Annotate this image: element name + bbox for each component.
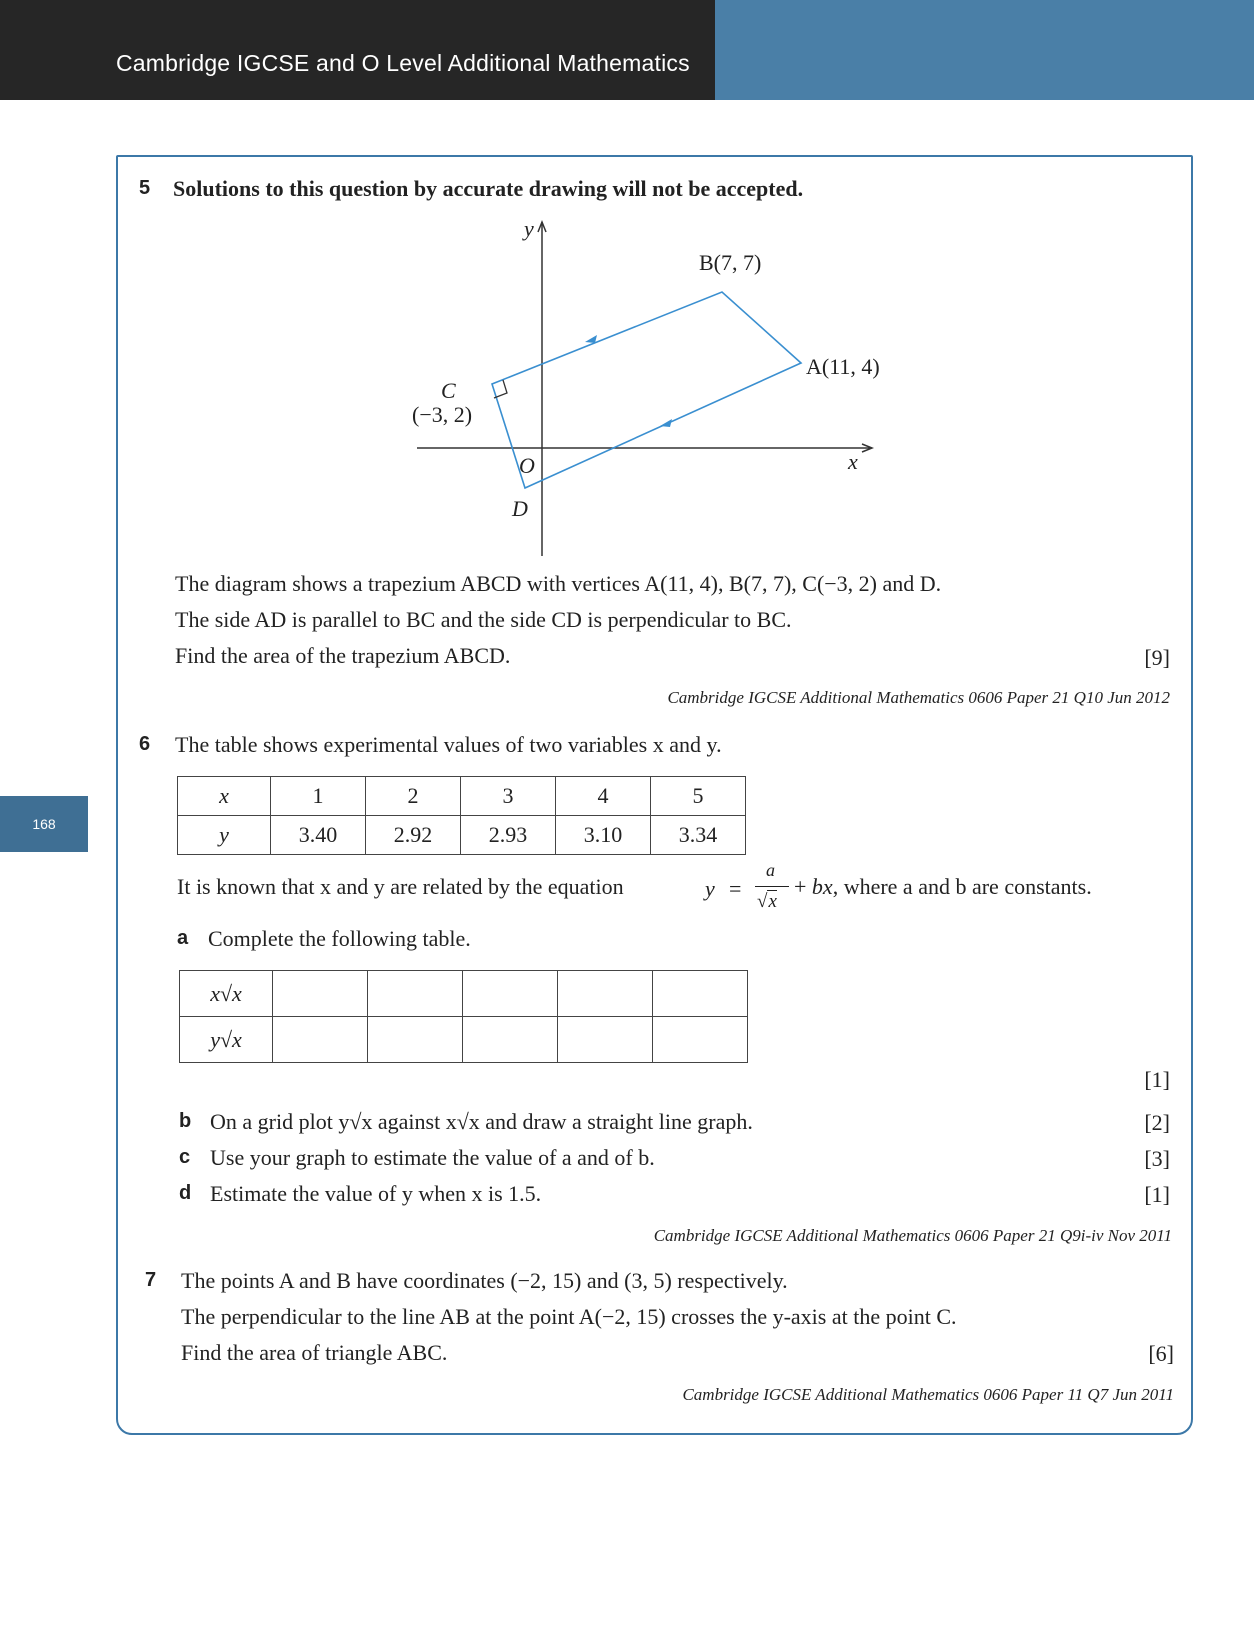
answer-cell[interactable] <box>558 1017 653 1063</box>
trapezium-diagram <box>0 0 1254 600</box>
q7-line3: Find the area of triangle ABC. <box>181 1340 448 1365</box>
x-value: 1 <box>271 777 366 816</box>
answer-cell[interactable] <box>653 1017 748 1063</box>
book-title: Cambridge IGCSE and O Level Additional Mathematics <box>116 50 690 76</box>
q6-marks-c: [3] <box>1144 1146 1170 1171</box>
q6-marks-d: [1] <box>1144 1182 1170 1207</box>
answer-cell[interactable] <box>273 1017 368 1063</box>
x-axis-label: x <box>848 449 858 474</box>
y-value: 3.40 <box>271 816 366 855</box>
q5-line3: Find the area of the trapezium ABCD. <box>175 643 511 668</box>
y-axis-label: y <box>524 216 534 241</box>
relation-equation: y = a √x <box>705 858 795 918</box>
parallel-arrow-bc <box>585 335 597 343</box>
q6-part-c-label: c <box>179 1146 191 1168</box>
answer-cell[interactable] <box>273 971 368 1017</box>
row2-label: y√x <box>180 1017 273 1063</box>
origin-label: O <box>519 453 535 478</box>
q6-intro: The table shows experimental values of two variables x and y. <box>175 732 722 757</box>
answer-cell[interactable] <box>653 971 748 1017</box>
q7-number: 7 <box>145 1269 157 1291</box>
x-value: 5 <box>651 777 746 816</box>
answer-cell[interactable] <box>368 1017 463 1063</box>
q7-marks: [6] <box>1148 1341 1174 1366</box>
q6-part-a-label: a <box>177 927 189 949</box>
q6-part-c: Use your graph to estimate the value of a and of b. <box>210 1145 655 1170</box>
q5-instruction: Solutions to this question by accurate drawing will not be accepted. <box>173 176 804 201</box>
table-row <box>178 816 746 855</box>
row1-label: x√x <box>180 971 273 1017</box>
y-value: 3.10 <box>556 816 651 855</box>
relation-tail-group: + bx, where a and b are constants. <box>794 874 1092 899</box>
q5-source: Cambridge IGCSE Additional Mathematics 0606 Paper 21 Q10 Jun 2012 <box>667 688 1170 707</box>
y-value: 3.34 <box>651 816 746 855</box>
q6-part-b: On a grid plot y√x against x√x and draw a straight line graph. <box>210 1109 753 1134</box>
q7-line2: The perpendicular to the line AB at the point A(−2, 15) crosses the y-axis at the point C. <box>181 1304 957 1329</box>
trapezium-abcd <box>492 292 801 488</box>
vertex-c-coords: (−3, 2) <box>412 402 473 427</box>
parallel-arrow-ad <box>660 419 672 427</box>
q5-line2: The side AD is parallel to BC and the side CD is perpendicular to BC. <box>175 607 792 632</box>
answer-cell[interactable] <box>558 971 653 1017</box>
y-header: y <box>178 816 271 855</box>
answer-cell[interactable] <box>463 1017 558 1063</box>
table-row <box>180 971 748 1017</box>
table-row <box>178 777 746 816</box>
vertex-c-label: C <box>441 378 456 403</box>
x-value: 3 <box>461 777 556 816</box>
q6-relation-tail: where a and b are constants. <box>843 874 1092 899</box>
y-value: 2.93 <box>461 816 556 855</box>
q6-source: Cambridge IGCSE Additional Mathematics 0606 Paper 21 Q9i-iv Nov 2011 <box>653 1226 1172 1245</box>
q7-source: Cambridge IGCSE Additional Mathematics 0606 Paper 11 Q7 Jun 2011 <box>682 1385 1174 1404</box>
q6-part-b-label: b <box>179 1110 192 1132</box>
answer-cell[interactable] <box>463 971 558 1017</box>
q7-line1: The points A and B have coordinates (−2, 15) and (3, 5) respectively. <box>181 1268 788 1293</box>
q6-marks-a: [1] <box>1144 1067 1170 1092</box>
values-table <box>177 776 746 855</box>
x-value: 2 <box>366 777 461 816</box>
y-value: 2.92 <box>366 816 461 855</box>
q6-marks-b: [2] <box>1144 1110 1170 1135</box>
q6-relation-text: It is known that x and y are related by the equation <box>177 874 624 899</box>
table-row <box>180 1017 748 1063</box>
x-value: 4 <box>556 777 651 816</box>
vertex-a-label: A(11, 4) <box>806 354 880 379</box>
vertex-b-label: B(7, 7) <box>699 250 762 275</box>
q6-part-d: Estimate the value of y when x is 1.5. <box>210 1181 542 1206</box>
q5-line1: The diagram shows a trapezium ABCD with vertices A(11, 4), B(7, 7), C(−3, 2) and D. <box>175 571 942 596</box>
vertex-d-label: D <box>512 496 528 521</box>
q5-number: 5 <box>139 177 151 199</box>
q5-marks: [9] <box>1144 645 1170 670</box>
answer-table <box>179 970 748 1063</box>
page-number: 168 <box>32 816 56 832</box>
answer-cell[interactable] <box>368 971 463 1017</box>
x-header: x <box>178 777 271 816</box>
q6-part-d-label: d <box>179 1182 192 1204</box>
q6-number: 6 <box>139 733 151 755</box>
q6-part-a: Complete the following table. <box>208 926 471 951</box>
